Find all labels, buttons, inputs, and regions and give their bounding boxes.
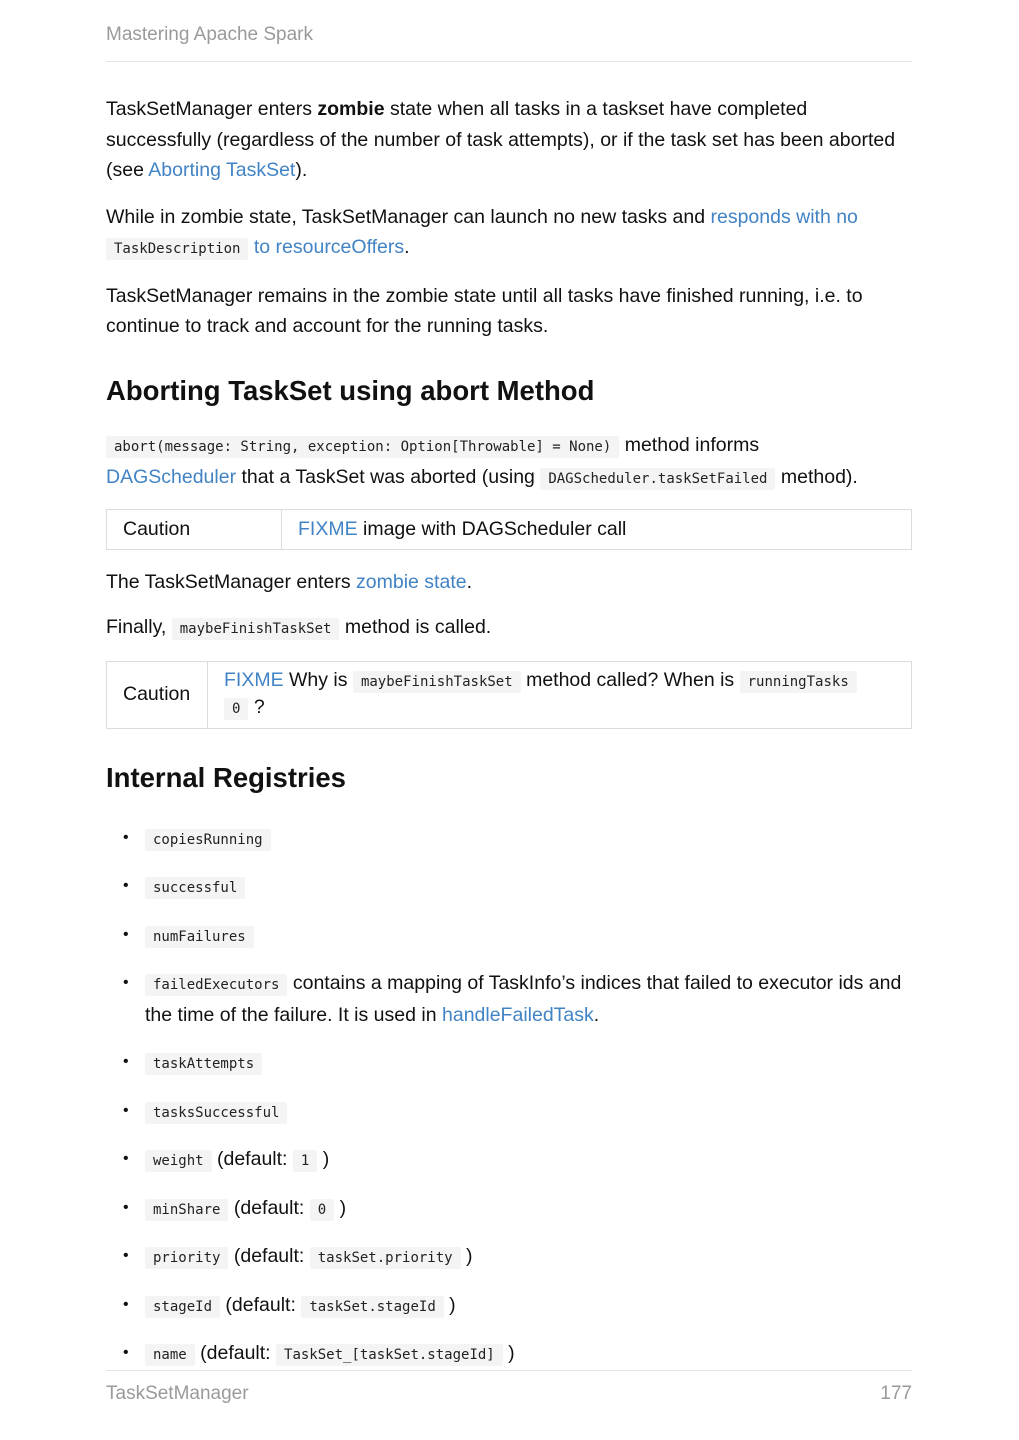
registry-code: name: [145, 1344, 195, 1366]
caution-admonition: [106, 509, 912, 550]
text: .: [593, 1004, 600, 1026]
text: contains a mapping of TaskInfo’s indices that failed to executor ids and the time of the failure. It is used in: [145, 972, 902, 1026]
page-header: [106, 24, 912, 62]
text: method is called.: [339, 616, 492, 638]
zombie-state-link[interactable]: zombie state: [356, 570, 467, 593]
text: ?: [248, 695, 265, 718]
text: .: [404, 236, 410, 258]
list-item: [106, 1047, 912, 1079]
abort-heading: Aborting TaskSet using abort Method: [106, 374, 595, 406]
bullet: •: [123, 925, 129, 943]
default-code: TaskSet_[taskSet.stageId]: [276, 1344, 503, 1366]
internal-registries-heading: Internal Registries: [106, 761, 346, 793]
fixme-link[interactable]: FIXME: [298, 517, 358, 540]
registry-code: failedExecutors: [145, 974, 287, 996]
text: The TaskSetManager enters: [106, 570, 357, 593]
registry-code: weight: [145, 1150, 212, 1172]
default-code: 0: [310, 1199, 334, 1221]
zero-code: 0: [224, 698, 248, 720]
fixme-link[interactable]: FIXME: [224, 668, 284, 691]
text: (default:: [194, 1342, 277, 1364]
bullet: •: [123, 1344, 129, 1361]
zombie-bold: zombie: [317, 98, 385, 120]
list-item: [106, 823, 912, 855]
caution-admonition: [106, 661, 912, 729]
text: state when all tasks in a taskset have completed successfully (regardless of the number of task attempts), or if the task set has been aborted (see: [106, 98, 896, 181]
text: method informs: [619, 433, 760, 456]
list-item: [106, 1290, 912, 1322]
caution-label: Caution: [107, 662, 208, 728]
bullet: •: [123, 1247, 129, 1264]
task-description-link[interactable]: [106, 236, 404, 258]
caution-text: [208, 662, 911, 728]
chapter-title: TaskSetManager: [106, 1383, 249, 1404]
text: (default:: [211, 1148, 293, 1170]
caution-text: [282, 510, 911, 549]
text: image with DAGScheduler call: [357, 517, 627, 540]
registry-code: minShare: [145, 1199, 228, 1221]
book-title: Mastering Apache Spark: [106, 24, 314, 45]
abort-paragraph: [106, 430, 912, 495]
bullet: •: [123, 1101, 129, 1119]
zombie-remains-paragraph: TaskSetManager remains in the zombie state until all tasks have finished running, i.e. to continue to track and account for the running tasks.: [106, 284, 863, 337]
text: (default:: [228, 1196, 310, 1219]
text: (default:: [228, 1245, 310, 1267]
list-item: [106, 871, 912, 903]
abort-signature-code: abort(message: String, exception: Option[Throwable] = None): [106, 436, 619, 458]
default-code: 1: [293, 1150, 317, 1172]
text: ): [334, 1196, 347, 1219]
text: ): [317, 1148, 330, 1170]
list-item: [106, 1193, 912, 1225]
registry-code: tasksSuccessful: [145, 1102, 287, 1124]
registry-code: stageId: [145, 1296, 220, 1318]
text: ): [502, 1342, 515, 1364]
text: (default:: [220, 1293, 302, 1316]
text: Why is: [283, 668, 353, 691]
text: method).: [775, 466, 858, 488]
list-item: [106, 1241, 912, 1273]
bullet: •: [123, 1295, 129, 1313]
bullet: •: [123, 877, 129, 894]
text: TaskSetManager enters: [106, 98, 318, 120]
dagscheduler-link[interactable]: DAGScheduler: [106, 466, 237, 488]
text: ).: [295, 159, 308, 181]
list-item: [106, 968, 912, 1030]
maybe-finish-code: maybeFinishTaskSet: [353, 671, 521, 693]
list-item: [106, 1096, 912, 1128]
registry-code: numFailures: [145, 926, 254, 948]
text: While in zombie state, TaskSetManager can launch no new tasks and: [106, 205, 711, 228]
caution-label: Caution: [107, 510, 282, 549]
bullet: •: [123, 1150, 129, 1167]
maybe-finish-code: maybeFinishTaskSet: [172, 618, 340, 640]
task-set-failed-code: DAGScheduler.taskSetFailed: [540, 468, 775, 490]
registry-code: successful: [145, 877, 245, 899]
text: method called? When is: [520, 668, 740, 691]
default-code: taskSet.priority: [310, 1247, 461, 1269]
task-description-code: TaskDescription: [106, 238, 248, 260]
registry-code: taskAttempts: [145, 1053, 262, 1075]
bullet: •: [123, 1053, 129, 1070]
page-number: 177: [880, 1383, 912, 1404]
text: ): [460, 1245, 473, 1267]
bullet: •: [123, 828, 129, 846]
page-content: [106, 94, 912, 1370]
zombie-paragraph: [106, 94, 912, 186]
registry-code: priority: [145, 1247, 228, 1269]
text: ): [443, 1293, 456, 1316]
responds-link[interactable]: responds with no: [710, 205, 858, 228]
aborting-taskset-link[interactable]: Aborting TaskSet: [148, 159, 296, 181]
handle-failed-task-link[interactable]: handleFailedTask: [442, 1004, 594, 1026]
bullet: •: [123, 974, 129, 991]
registries-list: [106, 823, 912, 1371]
page-footer: [106, 1370, 912, 1405]
list-item: [106, 1338, 912, 1370]
text: Finally,: [106, 616, 172, 638]
resource-offers-link-text: to resourceOffers: [253, 236, 405, 258]
enters-zombie-paragraph: [106, 567, 912, 598]
list-item: [106, 1144, 912, 1176]
registry-code: copiesRunning: [145, 829, 271, 851]
text: .: [466, 570, 473, 593]
zombie-state-paragraph: [106, 202, 912, 265]
running-tasks-code: runningTasks: [740, 671, 857, 693]
list-item: [106, 920, 912, 952]
bullet: •: [123, 1198, 129, 1216]
finally-paragraph: [106, 612, 912, 645]
text: that a TaskSet was aborted (using: [236, 466, 541, 488]
default-code: taskSet.stageId: [301, 1296, 443, 1318]
